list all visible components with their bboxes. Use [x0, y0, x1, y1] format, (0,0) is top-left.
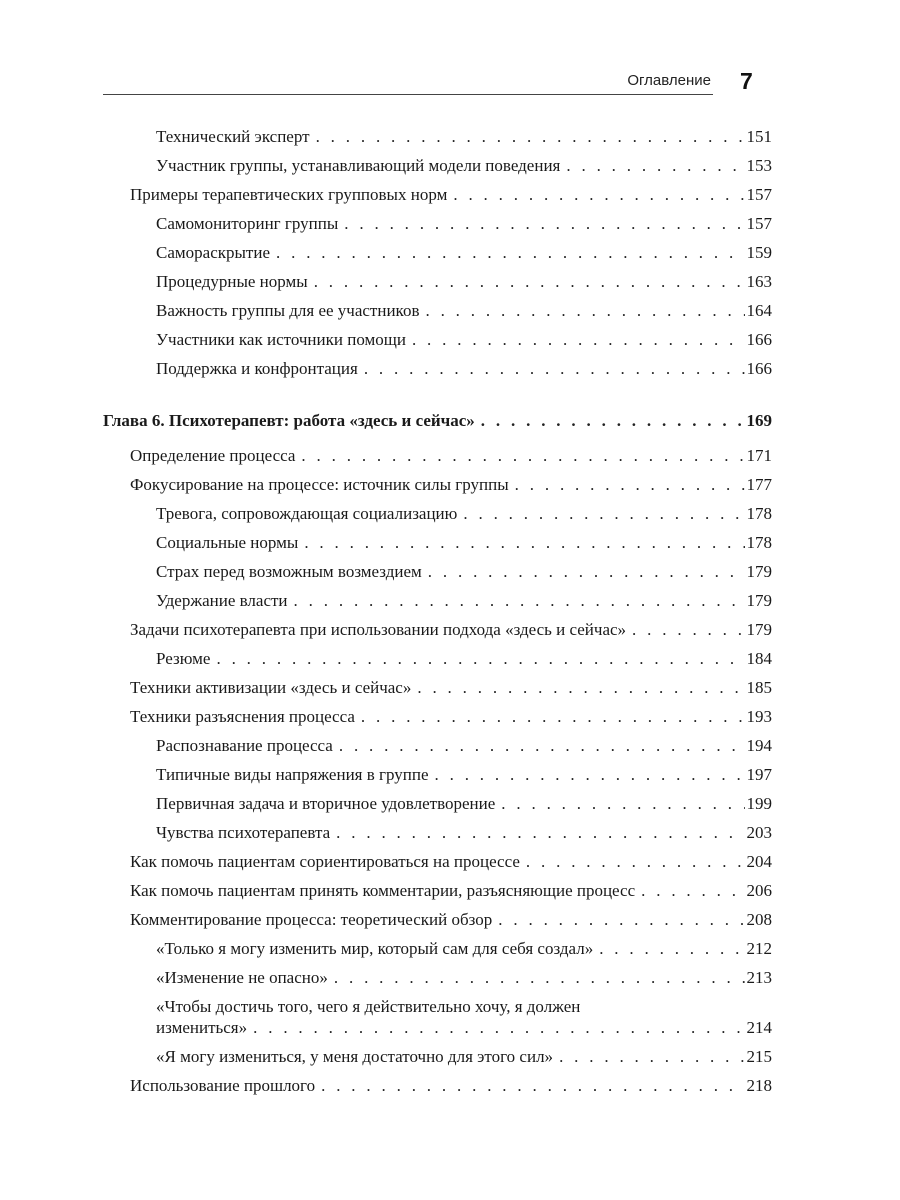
toc-entry-page: 199: [746, 794, 772, 813]
dot-leader: [417, 678, 744, 698]
toc-entry-page: 164: [746, 301, 772, 320]
toc-entry: [156, 533, 772, 553]
dot-leader: [526, 852, 745, 872]
toc-entry-page: 197: [746, 765, 772, 784]
dot-leader: [463, 504, 744, 524]
toc-entry: [156, 765, 772, 785]
toc-entry-title: Технический эксперт: [156, 127, 310, 146]
toc-entry-page: 204: [746, 852, 772, 871]
toc-entry: [130, 446, 772, 466]
toc-entry: [156, 127, 772, 147]
toc-entry: [130, 185, 772, 205]
toc-entry-title: Техники разъяснения процесса: [130, 707, 355, 726]
toc-entry-page: 159: [746, 243, 772, 262]
toc-entry-page: 184: [746, 649, 772, 668]
dot-leader: [336, 823, 744, 843]
dot-leader: [481, 411, 745, 431]
toc-entry: [156, 823, 772, 843]
toc-entry-title: Социальные нормы: [156, 533, 299, 552]
toc-entry: [156, 243, 772, 263]
page-number: 7: [740, 68, 753, 94]
toc-entry-page: 151: [746, 127, 772, 146]
toc-entry-title: Резюме: [156, 649, 211, 668]
dot-leader: [304, 533, 744, 553]
toc-entry-title: Участники как источники помощи: [156, 330, 406, 349]
toc-entry: [130, 678, 772, 698]
toc-entry-page: 178: [746, 533, 772, 552]
toc-entry: [156, 649, 772, 669]
dot-leader: [253, 1018, 744, 1038]
toc-entry-page: 193: [746, 707, 772, 726]
toc-entry-title: Техники активизации «здесь и сейчас»: [130, 678, 412, 697]
toc-entry-page: 177: [746, 475, 772, 494]
dot-leader: [339, 736, 745, 756]
toc-entry: [130, 620, 772, 640]
toc-entry: [156, 359, 772, 379]
toc-entry-title: Первичная задача и вторичное удовлетворение: [156, 794, 496, 813]
dot-leader: [412, 330, 745, 350]
toc-entry-page: 206: [746, 881, 772, 900]
toc-entry: [156, 794, 772, 814]
toc-entry: [130, 881, 772, 901]
toc-entry-page: 171: [746, 446, 772, 465]
toc-entry-title: Поддержка и конфронтация: [156, 359, 358, 378]
toc-entry-title: «Я могу измениться, у меня достаточно для этого сил»: [156, 1047, 554, 1066]
toc-entry-page: 215: [746, 1047, 772, 1066]
toc-entry: [130, 707, 772, 727]
toc-chapter-entry: [103, 411, 772, 431]
toc-entry-title: Определение процесса: [130, 446, 296, 465]
dot-leader: [566, 156, 744, 176]
dot-leader: [301, 446, 744, 466]
toc-entry-title: Процедурные нормы: [156, 272, 308, 291]
toc-entry: [156, 562, 772, 582]
dot-leader: [334, 968, 745, 988]
dot-leader: [276, 243, 745, 263]
toc-entry: [156, 736, 772, 756]
toc-entry-title: Комментирование процесса: теоретический обзор: [130, 910, 493, 929]
toc-entry: [156, 504, 772, 524]
dot-leader: [498, 910, 744, 930]
dot-leader: [599, 939, 744, 959]
toc-chapter-page: 169: [746, 411, 772, 430]
dot-leader: [632, 620, 744, 640]
toc-entry-page: 212: [746, 939, 772, 958]
toc-entry-page: 157: [746, 185, 772, 204]
toc-entry-title-line2: измениться»: [156, 1018, 248, 1037]
toc-entry-page: 179: [746, 591, 772, 610]
toc-entry: [130, 852, 772, 872]
toc-entry-title: Страх перед возможным возмездием: [156, 562, 422, 581]
dot-leader: [501, 794, 744, 814]
toc-entry-title: «Изменение не опасно»: [156, 968, 328, 987]
dot-leader: [515, 475, 745, 495]
dot-leader: [641, 881, 744, 901]
toc-entry: [130, 1076, 772, 1096]
toc-entry-title: Примеры терапевтических групповых норм: [130, 185, 448, 204]
toc-entry-page: 178: [746, 504, 772, 523]
toc-entry: [156, 272, 772, 292]
dot-leader: [364, 359, 745, 379]
toc-entry: [156, 968, 772, 988]
toc-entry: [156, 939, 772, 959]
toc-entry: [156, 330, 772, 350]
toc-entry-multiline: [156, 997, 772, 1038]
toc-entry-page: 208: [746, 910, 772, 929]
toc-entry-title: Использование прошлого: [130, 1076, 316, 1095]
dot-leader: [216, 649, 744, 669]
toc-entry-page: 213: [746, 968, 772, 987]
toc-entry: [156, 1047, 772, 1067]
toc-entry-title: Типичные виды напряжения в группе: [156, 765, 429, 784]
toc-entry-title: Удержание власти: [156, 591, 288, 610]
toc-entry-page: 166: [746, 330, 772, 349]
toc-entry-title: Как помочь пациентам сориентироваться на процессе: [130, 852, 520, 871]
toc-entry-page: 153: [746, 156, 772, 175]
toc-entry-title: «Только я могу изменить мир, который сам для себя создал»: [156, 939, 594, 958]
running-header-title: Оглавление: [627, 72, 711, 89]
toc-entry-page: 185: [746, 678, 772, 697]
toc-entry-page: 203: [746, 823, 772, 842]
dot-leader: [314, 272, 745, 292]
toc-entry-title: Участник группы, устанавливающий модели поведения: [156, 156, 561, 175]
dot-leader: [428, 562, 745, 582]
toc-entry: [130, 910, 772, 930]
toc-entry: [156, 591, 772, 611]
toc-entry-title: Самомониторинг группы: [156, 214, 339, 233]
toc-entry-page: 218: [746, 1076, 772, 1095]
toc-entry-title-line1: «Чтобы достичь того, чего я действительно хочу, я должен: [156, 997, 581, 1016]
toc-entry-title: Как помочь пациентам принять комментарии, разъясняющие процесс: [130, 881, 636, 900]
dot-leader: [344, 214, 744, 234]
dot-leader: [321, 1076, 744, 1096]
dot-leader: [316, 127, 745, 147]
toc-entry-page: 179: [746, 562, 772, 581]
toc-entry-page: 166: [746, 359, 772, 378]
toc-entry-title: Самораскрытие: [156, 243, 270, 262]
dot-leader: [559, 1047, 744, 1067]
toc-entry-title: Тревога, сопровождающая социализацию: [156, 504, 458, 523]
dot-leader: [453, 185, 744, 205]
toc-entry-page: 157: [746, 214, 772, 233]
dot-leader: [425, 301, 744, 321]
toc-entry-page: 214: [746, 1018, 772, 1037]
toc-entry: [130, 475, 772, 495]
toc-entry-title: Чувства психотерапевта: [156, 823, 331, 842]
toc-entry-title: Фокусирование на процессе: источник силы группы: [130, 475, 509, 494]
dot-leader: [294, 591, 745, 611]
toc-entry-page: 163: [746, 272, 772, 291]
toc-entry-page: 194: [746, 736, 772, 755]
toc-entry: [156, 156, 772, 176]
toc-chapter-title: Глава 6. Психотерапевт: работа «здесь и сейчас»: [103, 411, 475, 430]
toc-entry-title: Задачи психотерапевта при использовании подхода «здесь и сейчас»: [130, 620, 627, 639]
toc-entry: [156, 214, 772, 234]
toc-entry: [156, 301, 772, 321]
toc-entry-title: Важность группы для ее участников: [156, 301, 420, 320]
dot-leader: [361, 707, 745, 727]
toc-entry-page: 179: [746, 620, 772, 639]
dot-leader: [435, 765, 745, 785]
toc-entry-title: Распознавание процесса: [156, 736, 333, 755]
